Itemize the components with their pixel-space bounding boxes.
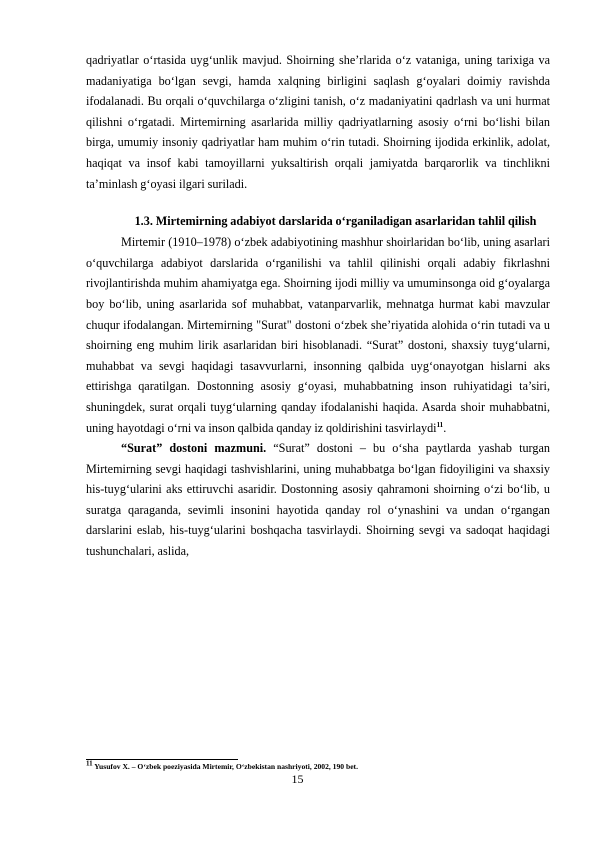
paragraph-2 <box>86 232 550 438</box>
paragraph-2-text: Mirtemir (1910–1978) o‘zbek adabiyotining mashhur shoirlaridan bo‘lib, uning asarlari o‘quvchilarga adabiyot darslarida o‘rganilishi va tahlil qilinishi orqali adabiy fikrlashni rivojlantirishda muhim ahamiyatga ega. Shoirning ijodi milliy va umuminsonga oid g‘oyalarga boy bo‘lib, uning asarlarida sof muhabbat, vatanparvarlik, mehnatga hurmat kabi mavzular chuqur ifodalangan. Mirtemirning "Surat" dostoni o‘zbek she’riyatida alohida o‘rin tutadi va u shoirning eng muhim lirik asarlaridan biri hisoblanadi. “Surat” dostoni, shaxsiy tuyg‘ularni, muhabbat va sevgi haqidagi tasavvurlarni, insonning qalbida uyg‘onayotgan hislarni aks ettirishga qaratilgan. Dostonning asosiy g‘oyasi, muhabbatning inson ruhiyatidagi ta’siri, shuningdek, surat orqali tuyg‘ularning qanday ifodalanishi haqida. Asarda shoir muhabbatni, uning hayotdagi o‘rni va inson qalbida qanday iz qoldirishini tasvirlaydi <box>86 235 550 435</box>
paragraph-1: qadriyatlar o‘rtasida uyg‘unlik mavjud. Shoirning she’rlarida o‘z vataniga, uning tarixiga va madaniyatiga bo‘lgan sevgi, hamda xalqning birligini saqlash g‘oyalari doimiy ravishda ifodalanadi. Bu orqali o‘quvchilarga o‘zligini tanish, o‘z madaniyatini qadrlash va uni hurmat qilishni o‘rgatadi. Mirtemirning asarlarida milliy qadriyatlarning asosiy o‘rni bo‘lishi bilan birga, umumiy insoniy qadriyatlar ham muhim o‘rin tutadi. Shoirning ijodida erkinlik, adolat, haqiqat va insof kabi tamoyillarni yuksaltirish orqali jamiyatda barqarorlik va tinchlikni ta’minlash g‘oyasi ilgari suriladi. <box>86 53 550 191</box>
paragraph-3-text: “Surat” dostoni – bu o‘sha paytlarda yashab turgan Mirtemirning sevgi haqidagi tashvishlarini, uning muhabbatga bo‘lgan fidoyiligini va shaxsiy his-tuyg‘ularini aks ettiruvchi asaridir. Dostonning asosiy qahramoni shoirning o‘zi bo‘lib, u suratga qaraganda, sevimli insonini hayotida qanday rol o‘ynashini va undan o‘rgangan darslarini eslab, his-tuyg‘ularini boshqacha tasvirlaydi. Shoirning sevgi va sadoqat haqidagi tushunchalari, aslida, <box>86 441 550 559</box>
footnote-reference[interactable]: 11 <box>436 420 444 429</box>
paragraph-3 <box>86 438 550 562</box>
paragraph-3-lead: “Surat” dostoni mazmuni. <box>121 441 267 456</box>
footnote-separator <box>86 759 238 760</box>
document-body <box>86 50 550 562</box>
footnote-text: Yusufov X. – O‘zbek poeziyasida Mirtemir, O‘zbekistan nashriyoti, 2002, 190 bet. <box>92 762 358 771</box>
page-number: 15 <box>291 772 304 786</box>
paragraph-2-end: . <box>443 420 447 435</box>
footnote <box>86 759 550 772</box>
section-heading: 1.3. Mirtemirning adabiyot darslarida o‘rganiladigan asarlaridan tahlil qilish <box>134 214 537 229</box>
footnote-number: 11 <box>86 759 93 768</box>
